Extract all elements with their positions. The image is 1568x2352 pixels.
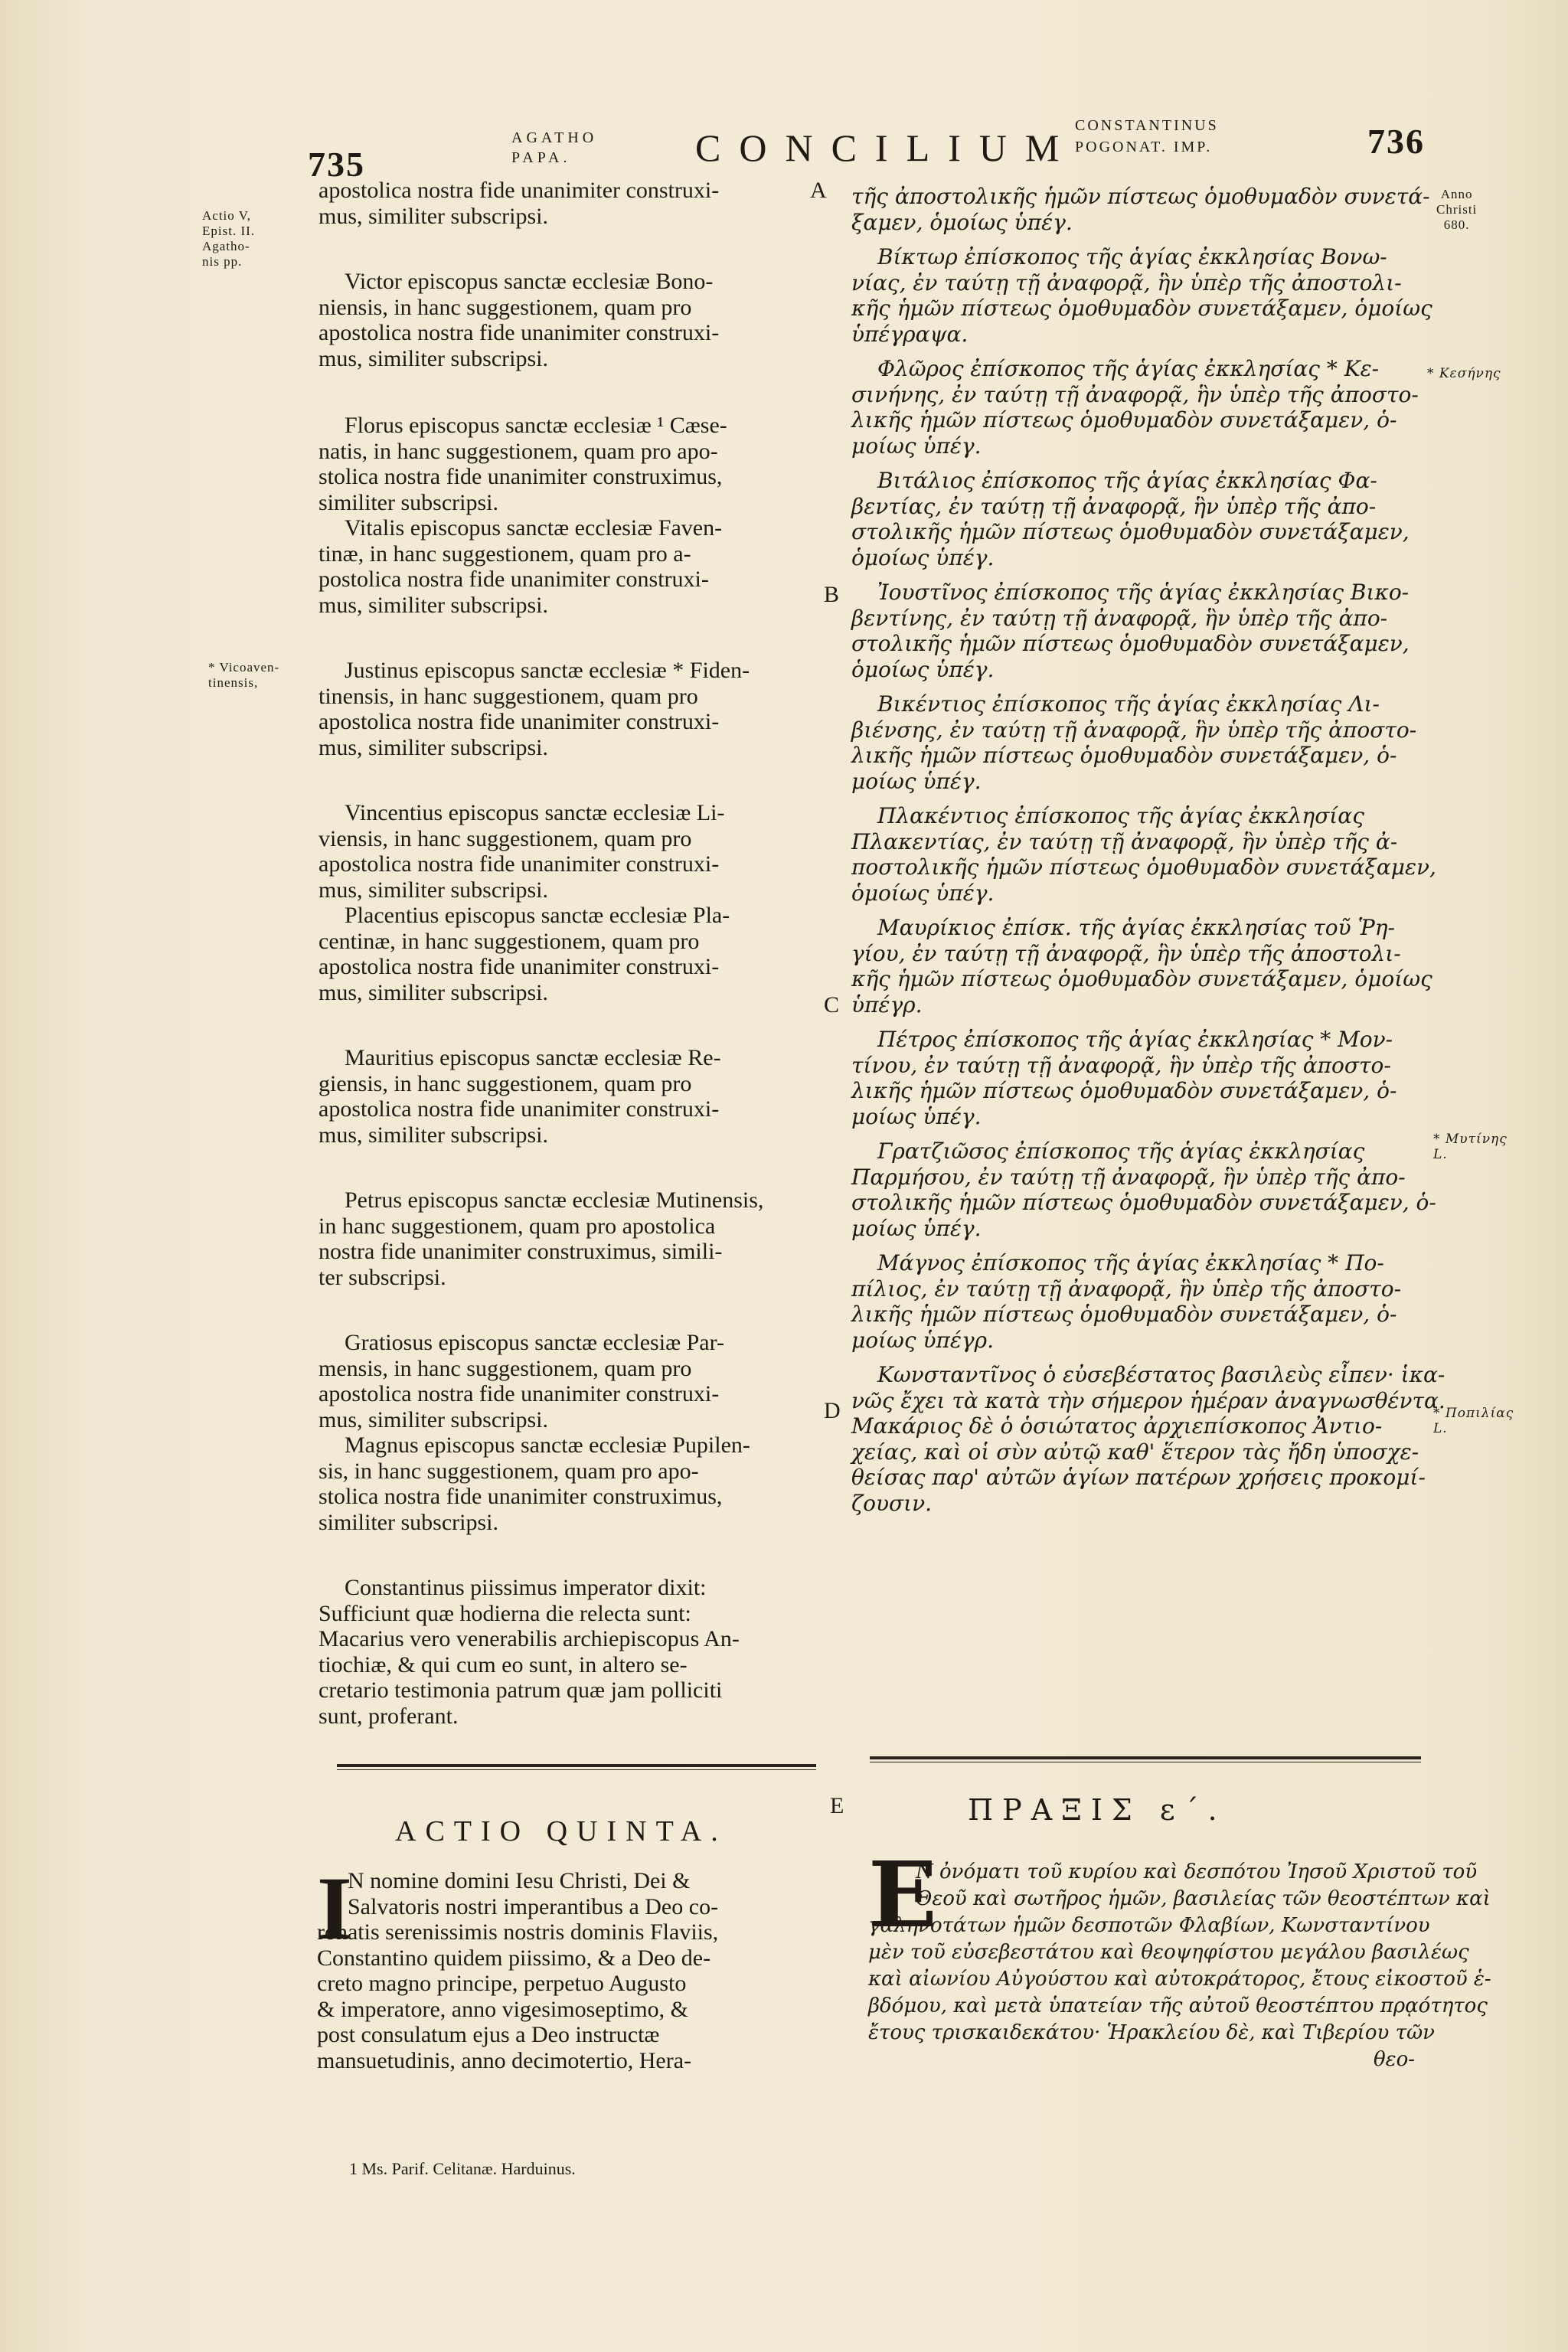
- text-line: ὁμοίως ὑπέγ.: [851, 880, 995, 906]
- margin-line: Epist. II.: [202, 224, 256, 238]
- page-number-right: 736: [1367, 122, 1425, 161]
- text-line: λικῆς ἡμῶν πίστεως ὁμοθυμαδὸν συνετάξαμεν, ὁ-: [851, 1078, 1397, 1103]
- margin-line: Anno: [1440, 187, 1473, 201]
- text-line: tinensis, in hanc suggestionem, quam pro: [318, 683, 698, 709]
- text-line: χείας, καὶ οἱ σὺν αὐτῷ καθ' ἕτερον τὰς ἤδη ὑποσχε-: [851, 1439, 1419, 1465]
- text-line: mensis, in hanc suggestionem, quam pro: [318, 1355, 692, 1381]
- margin-line: L.: [1433, 1421, 1448, 1436]
- text-line: stolica nostra fide unanimiter construximus,: [318, 1484, 723, 1509]
- text-line: Constantinus piissimus imperator dixit:: [345, 1575, 707, 1600]
- margin-note-mutines: [1433, 1132, 1508, 1162]
- paragraph: [318, 269, 821, 371]
- paragraph: [851, 1027, 1433, 1129]
- text-line: βδόμου, καὶ μετὰ ὑπατείαν τῆς αὐτοῦ θεοστέπτου πρᾳότητος: [868, 1994, 1488, 2017]
- text-line: μοίως ὑπέγ.: [851, 1215, 982, 1241]
- text-line: apostolica nostra fide unanimiter construxi-: [318, 851, 720, 877]
- latin-section-body: [317, 1868, 830, 2073]
- text-line: βιένσης, ἐν ταύτῃ τῇ ἀναφορᾷ, ἣν ὑπὲρ τῆς ἀποστο-: [851, 717, 1417, 743]
- text-line: postolica nostra fide unanimiter construxi-: [318, 567, 709, 592]
- margin-line: Christi: [1436, 202, 1478, 217]
- text-line: mus, similiter subscripsi.: [318, 1406, 548, 1432]
- footnote: 1 Ms. Parif. Celitanæ. Harduinus.: [349, 2159, 576, 2178]
- text-line: θεο-: [1374, 2048, 1416, 2071]
- margin-line: Actio V,: [202, 208, 252, 223]
- text-line: mus, similiter subscripsi.: [318, 734, 548, 760]
- text-line: μὲν τοῦ εὐσεβεστάτου καὶ θεοψηφίστου μεγάλου βασιλέως: [868, 1941, 1469, 1964]
- text-line: μοίως ὑπέγρ.: [851, 1327, 994, 1353]
- text-line: Ἰουστῖνος ἐπίσκοπος τῆς ἁγίας ἐκκλησίας Βικο-: [877, 580, 1410, 605]
- text-line: ὁμοίως ὑπέγ.: [851, 656, 995, 682]
- text-line: τίνου, ἐν ταύτῃ τῇ ἀναφορᾷ, ἣν ὑπὲρ τῆς ἀποστο-: [851, 1052, 1391, 1078]
- text-line: giensis, in hanc suggestionem, quam pro: [318, 1070, 692, 1096]
- text-line: Justinus episcopus sanctæ ecclesiæ * Fiden-: [345, 658, 750, 683]
- text-line: Πλακεντίας, ἐν ταύτῃ τῇ ἀναφορᾷ, ἣν ὑπὲρ τῆς ἀ-: [851, 828, 1398, 854]
- text-line: mus, similiter subscripsi.: [318, 345, 548, 371]
- paragraph: [318, 1187, 821, 1290]
- text-line: post consulatum ejus a Deo instructæ: [317, 2022, 660, 2047]
- text-line: λικῆς ἡμῶν πίστεως ὁμοθυμαδὸν συνετάξαμεν, ὁ-: [851, 743, 1397, 768]
- section-letter-a: A: [810, 178, 827, 203]
- text-line: Salvatoris nostri imperantibus a Deo co-: [348, 1893, 719, 1919]
- paragraph: [851, 691, 1433, 794]
- text-line: νῶς ἔχει τὰ κατὰ τὴν σήμερον ἡμέραν ἀναγνωσθέντα.: [851, 1387, 1446, 1413]
- paragraph: [318, 1575, 821, 1729]
- text-line: apostolica nostra fide unanimiter construxi-: [318, 178, 720, 203]
- text-line: ζουσιν.: [851, 1490, 933, 1516]
- section-letter-c: C: [824, 992, 840, 1018]
- text-line: cretario testimonia patrum quæ jam polliciti: [318, 1677, 723, 1703]
- text-line: niensis, in hanc suggestionem, quam pro: [318, 294, 692, 320]
- margin-note-kesines: * Κεσήνης: [1427, 366, 1501, 381]
- text-line: Φλῶρος ἐπίσκοπος τῆς ἁγίας ἐκκλησίας * Κε-: [877, 356, 1380, 381]
- text-line: Vincentius episcopus sanctæ ecclesiæ Li-: [345, 800, 725, 825]
- text-line: apostolica nostra fide unanimiter construxi-: [318, 954, 720, 979]
- text-line: κῆς ἡμῶν πίστεως ὁμοθυμαδὸν συνετάξαμεν, ὁμοίως: [851, 966, 1432, 991]
- text-line: apostolica nostra fide unanimiter construxi-: [318, 1381, 720, 1406]
- text-line: στολικῆς ἡμῶν πίστεως ὁμοθυμαδὸν συνετάξαμεν,: [851, 631, 1410, 656]
- text-line: κῆς ἡμῶν πίστεως ὁμοθυμαδὸν συνετάξαμεν, ὁμοίως: [851, 296, 1432, 321]
- text-line: Florus episcopus sanctæ ecclesiæ ¹ Cæse-: [345, 413, 727, 438]
- text-line: Βιτάλιος ἐπίσκοπος τῆς ἁγίας ἐκκλησίας Φα-: [877, 468, 1377, 493]
- margin-actio: [202, 208, 255, 270]
- text-line: Macarius vero venerabilis archiepiscopus An-: [318, 1626, 740, 1651]
- text-line: ξαμεν, ὁμοίως ὑπέγ.: [851, 209, 1073, 235]
- text-line: Petrus episcopus sanctæ ecclesiæ Mutinensis,: [345, 1187, 764, 1213]
- paragraph: [318, 413, 821, 515]
- text-line: λικῆς ἡμῶν πίστεως ὁμοθυμαδὸν συνετάξαμεν, ὁ-: [851, 407, 1397, 433]
- text-line: Μακάριος δὲ ὁ ὁσιώτατος ἀρχιεπίσκοπος Ἀντιο-: [851, 1413, 1383, 1439]
- text-line: apostolica nostra fide unanimiter construxi-: [318, 1096, 720, 1122]
- text-line: Gratiosus episcopus sanctæ ecclesiæ Par-: [345, 1330, 724, 1355]
- paragraph: [318, 515, 821, 618]
- text-line: Μάγνος ἐπίσκοπος τῆς ἁγίας ἐκκλησίας * Πο-: [877, 1250, 1384, 1276]
- text-line: & imperatore, anno vigesimoseptimo, &: [317, 1996, 688, 2022]
- text-line: viensis, in hanc suggestionem, quam pro: [318, 825, 692, 851]
- text-line: νίας, ἐν ταύτῃ τῇ ἀναφορᾷ, ἣν ὑπὲρ τῆς ἀποστολι-: [851, 270, 1402, 296]
- dropcap-latin: I: [317, 1858, 352, 1958]
- text-line: mus, similiter subscripsi.: [318, 1122, 548, 1148]
- margin-line: Agatho-: [202, 239, 250, 253]
- paragraph: [851, 915, 1433, 1018]
- text-line: apostolica nostra fide unanimiter construxi-: [318, 320, 720, 345]
- text-line: mus, similiter subscripsi.: [318, 592, 548, 618]
- text-line: σινήνης, ἐν ταύτῃ τῇ ἀναφορᾷ, ἣν ὑπὲρ τῆς ἀποστο-: [851, 381, 1419, 407]
- text-line: ὑπέγραψα.: [851, 321, 969, 347]
- section-title-greek: ΠΡΑΞΙΣ ε΄.: [968, 1793, 1227, 1827]
- header-constantinus: CONSTANTINUS: [1075, 117, 1219, 134]
- margin-line: * Vicoaven-: [208, 660, 280, 675]
- text-line: μοίως ὑπέγ.: [851, 1103, 982, 1129]
- header-agatho: AGATHO: [511, 129, 598, 146]
- header-pogonat: POGONAT. IMP.: [1075, 139, 1213, 155]
- paragraph: [318, 1432, 821, 1535]
- page-number-left: 735: [308, 145, 365, 184]
- dropcap-greek: Ε: [868, 1841, 937, 1948]
- text-line: mus, similiter subscripsi.: [318, 877, 548, 903]
- text-line: Γρατζιῶσος ἐπίσκοπος τῆς ἁγίας ἐκκλησίας: [877, 1138, 1365, 1164]
- text-line: tinæ, in hanc suggestionem, quam pro a-: [318, 541, 691, 567]
- column-rule-left-thin: [337, 1769, 816, 1770]
- text-line: βεντίας, ἐν ταύτῃ τῇ ἀναφορᾷ, ἣν ὑπὲρ τῆς ἀπο-: [851, 493, 1377, 519]
- paragraph: [851, 1138, 1436, 1241]
- text-line: N nomine domini Iesu Christi, Dei &: [348, 1868, 691, 1893]
- text-line: in hanc suggestionem, quam pro apostolica: [318, 1213, 716, 1239]
- text-line: στολικῆς ἡμῶν πίστεως ὁμοθυμαδὸν συνετάξαμεν, ὁ-: [851, 1190, 1436, 1215]
- text-line: Sufficiunt quæ hodierna die relecta sunt:: [318, 1600, 691, 1626]
- text-line: Πλακέντιος ἐπίσκοπος τῆς ἁγίας ἐκκλησίας: [877, 803, 1364, 828]
- margin-line: L.: [1433, 1147, 1448, 1162]
- text-line: μοίως ὑπέγ.: [851, 433, 982, 459]
- paragraph: [851, 1250, 1433, 1353]
- text-line: καὶ αἰωνίου Αὐγούστου καὶ αὐτοκράτορος, ἔτους εἰκοστοῦ ἑ-: [868, 1968, 1491, 1991]
- paragraph: [318, 178, 821, 229]
- margin-line: * Ποπιλίας: [1433, 1406, 1514, 1421]
- text-line: natis, in hanc suggestionem, quam pro apo-: [318, 438, 718, 464]
- text-line: nostra fide unanimiter construximus, simili-: [318, 1239, 723, 1264]
- text-line: γαληνοτάτων ἡμῶν δεσποτῶν Φλαβίων, Κωνσταντίνου: [868, 1914, 1430, 1937]
- text-line: ὑπέγρ.: [851, 991, 923, 1018]
- margin-line: 680.: [1443, 217, 1470, 232]
- section-letter-b: B: [824, 582, 840, 607]
- paragraph: [318, 1330, 821, 1432]
- text-line: Πέτρος ἐπίσκοπος τῆς ἁγίας ἐκκλησίας * Μον-: [877, 1027, 1393, 1052]
- paragraph: [851, 244, 1433, 347]
- paragraph: [851, 580, 1433, 682]
- text-line: μοίως ὑπέγ.: [851, 768, 982, 794]
- latin-column: [318, 178, 821, 1729]
- text-line: sunt, proferant.: [318, 1703, 459, 1729]
- text-line: Κωνσταντῖνος ὁ εὐσεβέστατος βασιλεὺς εἶπεν· ἱκα-: [877, 1362, 1446, 1387]
- paragraph: [318, 1045, 821, 1148]
- text-line: ἔτους τρισκαιδεκάτου· Ἡρακλείου δὲ, καὶ Τιβερίου τῶν: [868, 2021, 1435, 2044]
- column-rule-right: [870, 1756, 1421, 1759]
- text-line: Victor episcopus sanctæ ecclesiæ Bono-: [345, 269, 714, 294]
- margin-line: nis pp.: [202, 254, 243, 269]
- paragraph: [318, 658, 821, 760]
- text-line: λικῆς ἡμῶν πίστεως ὁμοθυμαδὸν συνετάξαμεν, ὁ-: [851, 1302, 1397, 1327]
- section-letter-e: E: [830, 1793, 844, 1818]
- paragraph: [318, 903, 821, 1005]
- text-line: βεντίνης, ἐν ταύτῃ τῇ ἀναφορᾷ, ἣν ὑπὲρ τῆς ἀπο-: [851, 605, 1388, 631]
- text-line: ποστολικῆς ἡμῶν πίστεως ὁμοθυμαδὸν συνετάξαμεν,: [851, 854, 1436, 880]
- text-line: ὁμοίως ὑπέγ.: [851, 544, 995, 570]
- text-line: θείσας παρ' αὐτῶν ἁγίων πατέρων χρήσεις προκομί-: [851, 1465, 1426, 1490]
- text-line: Vitalis episcopus sanctæ ecclesiæ Faven-: [345, 515, 723, 541]
- paragraph: [851, 356, 1433, 459]
- paragraph: [851, 803, 1436, 906]
- margin-line: tinensis,: [208, 675, 259, 690]
- text-line: στολικῆς ἡμῶν πίστεως ὁμοθυμαδὸν συνετάξαμεν,: [851, 519, 1410, 544]
- paragraph: [318, 800, 821, 903]
- text-line: similiter subscripsi.: [318, 1509, 498, 1535]
- text-line: Βίκτωρ ἐπίσκοπος τῆς ἁγίας ἐκκλησίας Βονω-: [877, 244, 1387, 270]
- text-line: sis, in hanc suggestionem, quam pro apo-: [318, 1458, 699, 1484]
- text-line: apostolica nostra fide unanimiter construxi-: [318, 709, 720, 734]
- text-line: Θεοῦ καὶ σωτῆρος ἡμῶν, βασιλείας τῶν θεοστέπτων καὶ: [916, 1887, 1491, 1910]
- text-line: stolica nostra fide unanimiter construximus,: [318, 464, 723, 489]
- column-rule-left: [337, 1764, 816, 1767]
- text-line: tiochiæ, & qui cum eo sunt, in altero se-: [318, 1651, 688, 1677]
- section-letter-d: D: [824, 1398, 841, 1423]
- text-line: τῆς ἀποστολικῆς ἡμῶν πίστεως ὁμοθυμαδὸν συνετά-: [851, 184, 1430, 209]
- text-line: Ν ὀνόματι τοῦ κυρίου καὶ δεσπότου Ἰησοῦ Χριστοῦ τοῦ: [916, 1860, 1478, 1883]
- text-line: creto magno principe, perpetuo Augusto: [317, 1971, 687, 1996]
- text-line: Mauritius episcopus sanctæ ecclesiæ Re-: [345, 1045, 721, 1070]
- text-line: Βικέντιος ἐπίσκοπος τῆς ἁγίας ἐκκλησίας Λι-: [877, 691, 1380, 717]
- greek-column: [851, 184, 1446, 1516]
- text-line: mus, similiter subscripsi.: [318, 979, 548, 1005]
- greek-section-body: [868, 1859, 1491, 2073]
- paragraph: [851, 1362, 1446, 1516]
- header-papa: PAPA.: [511, 149, 571, 166]
- margin-anno-christi: [1436, 187, 1477, 233]
- text-line: Παρμήσου, ἐν ταύτῃ τῇ ἀναφορᾷ, ἣν ὑπὲρ τῆς ἀπο-: [851, 1164, 1406, 1190]
- margin-note-vicoaventinensis: [208, 660, 279, 691]
- text-line: Constantino quidem piissimo, & a Deo de-: [317, 1945, 711, 1971]
- text-line: similiter subscripsi.: [318, 489, 498, 515]
- text-line: γίου, ἐν ταύτῃ τῇ ἀναφορᾷ, ἣν ὑπὲρ τῆς ἀποστολι-: [851, 940, 1401, 966]
- margin-note-popilias: [1433, 1406, 1514, 1436]
- text-line: ter subscripsi.: [318, 1264, 446, 1290]
- paragraph: [851, 468, 1433, 570]
- header-title: CONCILIUM: [695, 126, 1078, 169]
- margin-line: * Μυτίνης: [1433, 1132, 1508, 1147]
- text-line: Magnus episcopus sanctæ ecclesiæ Pupilen-: [345, 1432, 750, 1458]
- text-line: πίλιος, ἐν ταύτῃ τῇ ἀναφορᾷ, ἣν ὑπὲρ τῆς ἀποστο-: [851, 1276, 1402, 1302]
- text-line: Placentius episcopus sanctæ ecclesiæ Pla-: [345, 903, 730, 928]
- text-line: Μαυρίκιος ἐπίσκ. τῆς ἁγίας ἐκκλησίας τοῦ Ῥη-: [877, 915, 1395, 940]
- text-line: centinæ, in hanc suggestionem, quam pro: [318, 928, 700, 954]
- text-line: ronatis serenissimis nostris dominis Flaviis,: [317, 1919, 719, 1945]
- section-title-latin: ACTIO QUINTA.: [395, 1815, 727, 1847]
- text-line: mus, similiter subscripsi.: [318, 203, 548, 229]
- paragraph: [851, 184, 1433, 235]
- text-line: mansuetudinis, anno decimotertio, Hera-: [317, 2047, 692, 2073]
